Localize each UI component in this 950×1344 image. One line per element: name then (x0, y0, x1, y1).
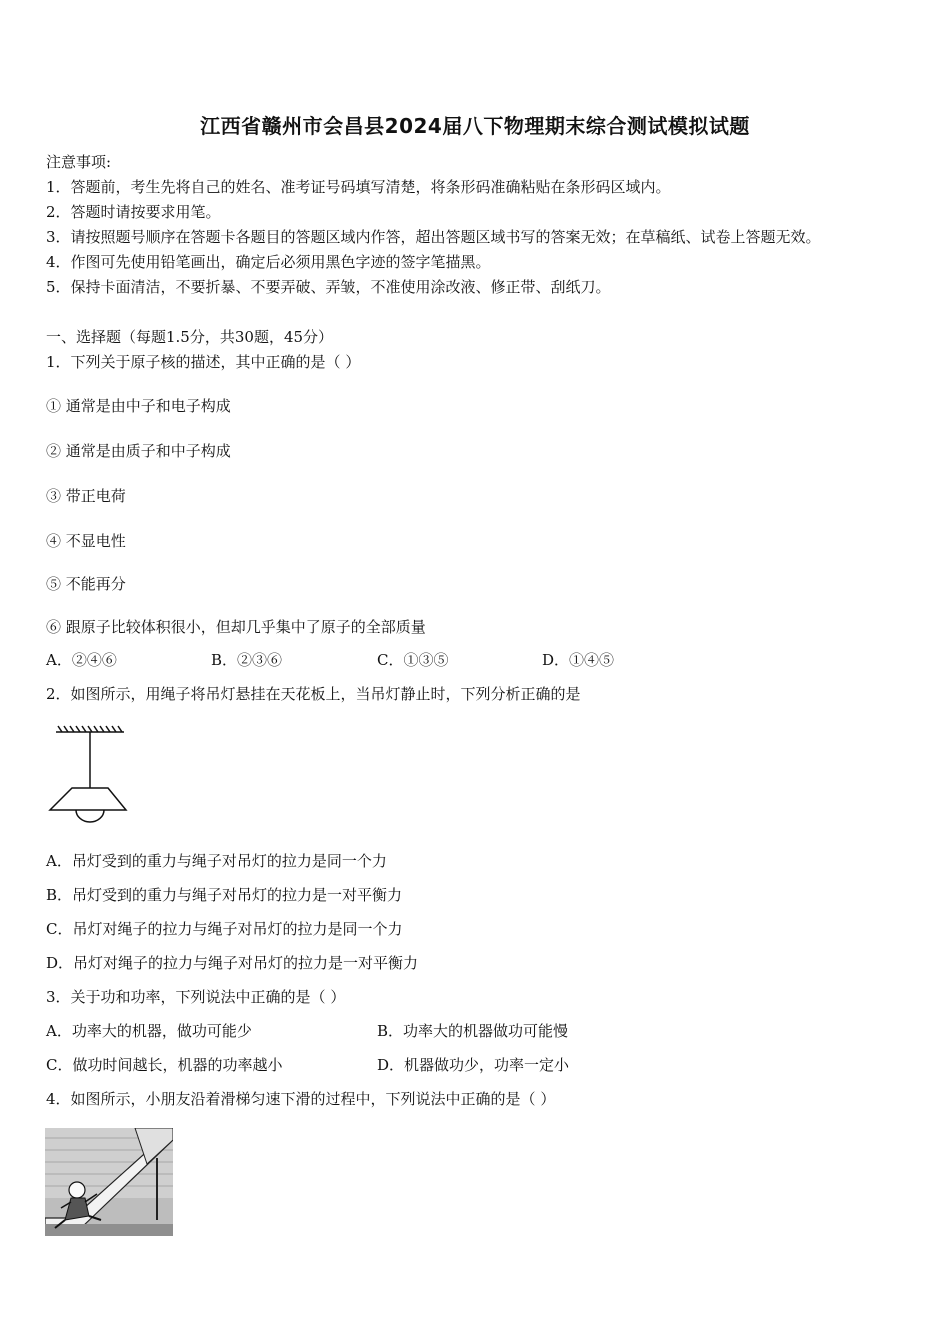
q1-statement-4: ④ 不显电性 (46, 532, 126, 550)
q3-option-c: C．做功时间越长，机器的功率越小 (46, 1056, 283, 1074)
q1-option-a: A．②④⑥ (46, 651, 117, 669)
q3-option-a: A．功率大的机器，做功可能少 (46, 1022, 252, 1040)
q3-option-d: D．机器做功少，功率一定小 (377, 1056, 570, 1074)
child-head (69, 1182, 85, 1198)
q1-statement-6: ⑥ 跟原子比较体积很小，但却几乎集中了原子的全部质量 (46, 618, 426, 636)
notice-item-3: 3．请按照题号顺序在答题卡各题目的答题区域内作答，超出答题区域书写的答案无效；在草稿纸、试卷上答题无效。 (46, 228, 821, 246)
section-heading: 一、选择题（每题1.5分，共30题，45分） (46, 328, 334, 346)
question-4-stem: 4．如图所示，小朋友沿着滑梯匀速下滑的过程中，下列说法中正确的是（ ） (46, 1090, 556, 1108)
q2-option-a: A．吊灯受到的重力与绳子对吊灯的拉力是同一个力 (46, 852, 387, 870)
q1-statement-5: ⑤ 不能再分 (46, 575, 126, 593)
q2-option-c: C．吊灯对绳子的拉力与绳子对吊灯的拉力是同一个力 (46, 920, 403, 938)
notice-item-5: 5．保持卡面清洁，不要折暴、不要弄破、弄皱，不准使用涂改液、修正带、刮纸刀。 (46, 278, 611, 296)
question-1-stem: 1．下列关于原子核的描述，其中正确的是（ ） (46, 353, 361, 371)
q2-option-b: B．吊灯受到的重力与绳子对吊灯的拉力是一对平衡力 (46, 886, 403, 904)
notice-item-1: 1．答题前，考生先将自己的姓名、准考证号码填写清楚，将条形码准确粘贴在条形码区域内。 (46, 178, 671, 196)
q1-option-b: B．②③⑥ (211, 651, 283, 669)
lamp-shade (50, 788, 126, 810)
q1-statement-3: ③ 带正电荷 (46, 487, 126, 505)
notice-item-2: 2．答题时请按要求用笔。 (46, 203, 221, 221)
q1-option-c: C．①③⑤ (377, 651, 449, 669)
exam-title: 江西省赣州市会昌县2024届八下物理期末综合测试模拟试题 (200, 114, 750, 138)
notice-item-4: 4．作图可先使用铅笔画出，确定后必须用黑色字迹的签字笔描黑。 (46, 253, 491, 271)
hanging-lamp-figure (44, 722, 134, 832)
lamp-bulb (76, 810, 104, 822)
q1-statement-2: ② 通常是由质子和中子构成 (46, 442, 231, 460)
question-3-stem: 3．关于功和功率，下列说法中正确的是（ ） (46, 988, 346, 1006)
question-2-stem: 2．如图所示，用绳子将吊灯悬挂在天花板上，当吊灯静止时，下列分析正确的是 (46, 685, 581, 703)
q1-option-d: D．①④⑤ (542, 651, 615, 669)
notice-heading: 注意事项: (46, 153, 112, 171)
q3-option-b: B．功率大的机器做功可能慢 (377, 1022, 569, 1040)
q2-option-d: D．吊灯对绳子的拉力与绳子对吊灯的拉力是一对平衡力 (46, 954, 419, 972)
slide-figure (45, 1128, 173, 1236)
q1-statement-1: ① 通常是由中子和电子构成 (46, 397, 231, 415)
